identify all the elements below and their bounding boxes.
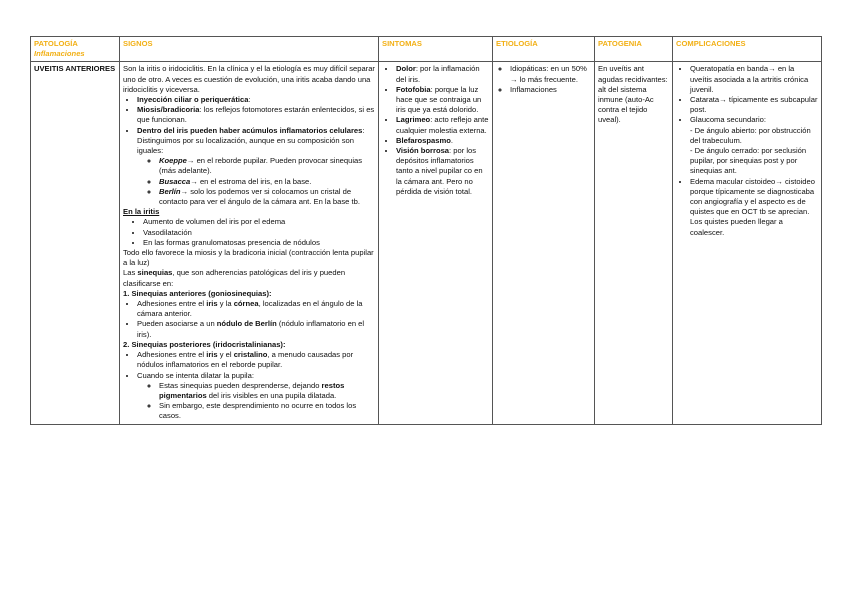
ant-2-a: Pueden asociarse a un xyxy=(137,319,217,329)
header-patologia-sub: Inflamaciones xyxy=(34,49,85,59)
ant-1-a: Adhesiones entre el xyxy=(137,299,207,309)
sintomas-list xyxy=(382,64,489,197)
cell-sintomas xyxy=(379,62,493,424)
header-patologia xyxy=(31,37,120,62)
sinequias-intro xyxy=(123,268,375,288)
list-item xyxy=(396,136,489,146)
dolor-label: Dolor xyxy=(396,64,416,74)
cell-complicaciones xyxy=(673,62,822,424)
blefarospasmo-label: Blefarospasmo xyxy=(396,135,451,145)
list-item xyxy=(137,299,375,319)
complicaciones-list xyxy=(676,64,818,237)
lagrimeo-label: Lagrimeo xyxy=(396,115,431,125)
cell-signos xyxy=(120,62,379,424)
list-item xyxy=(137,371,375,422)
list-item xyxy=(396,146,489,197)
sinequias-posteriores-list xyxy=(123,350,375,421)
sinequias-anteriores-list xyxy=(123,299,375,340)
iritis-list xyxy=(123,217,375,248)
sinequias-anteriores-heading: 1. Sinequias anteriores (goniosinequias): xyxy=(123,288,272,298)
sinequias-bold: sinequias xyxy=(137,268,173,278)
header-patogenia: PATOGENIA xyxy=(595,37,673,62)
koeppe-label: Koeppe xyxy=(159,156,187,166)
list-item xyxy=(159,156,375,176)
etiologia-list xyxy=(496,64,591,95)
list-item xyxy=(690,115,818,176)
koeppe-text: → en el reborde pupilar. Pueden provocar sinequias (más adelante). xyxy=(159,156,363,176)
post-2: Cuando se intenta dilatar la pupila: xyxy=(137,370,254,380)
pathology-table xyxy=(30,36,822,425)
list-item: • Aumento de volumen del iris por el edema xyxy=(143,217,375,227)
ant-1-b: iris xyxy=(206,299,218,309)
berlin-label: Berlín xyxy=(159,186,181,196)
list-item: ◦ Sin embargo, este desprendimiento no ocurre en todos los casos. xyxy=(159,401,375,421)
post-2a-a: Estas sinequias pueden desprenderse, dejando xyxy=(159,380,322,390)
nodules-list xyxy=(137,156,375,207)
signos-b1-bold: Inyección ciliar o periquerática xyxy=(137,95,249,105)
header-complicaciones: COMPLICACIONES xyxy=(673,37,822,62)
post-1-e: , a menudo causadas por nódulos inflamatorios en el reborde pupilar. xyxy=(137,350,354,370)
berlin-text: → solo los podemos ver si colocamos un cristal de contacto para ver el ángulo de la cámara ant. En la base tb. xyxy=(159,186,360,207)
cell-etiologia xyxy=(493,62,595,424)
list-item: • En las formas granulomatosas presencia de nódulos xyxy=(143,238,375,248)
list-item: • Catarata→ típicamente es subcapular post. xyxy=(690,95,818,115)
list-item xyxy=(159,381,375,401)
list-item xyxy=(137,350,375,370)
cell-patogenia: En uveítis ant agudas recidivantes: alt del sistema inmune (auto-Ac contra el tejido uveal). xyxy=(595,62,673,424)
dolor-text: : por la inflamación del iris. xyxy=(396,64,480,84)
list-item xyxy=(137,319,375,339)
signos-b3-rest: : Distinguimos por su localización, aunque en su composición son iguales: xyxy=(137,125,365,156)
fotofobia-label: Fotofobia xyxy=(396,84,431,94)
list-item: ◦ Idiopáticas: en un 50% → lo más frecuente. xyxy=(510,64,591,84)
cell-patologia: UVEITIS ANTERIORES xyxy=(31,62,120,424)
glaucoma-abierto: - De ángulo abierto: por obstrucción del trabeculum. xyxy=(690,125,811,145)
lagrimeo-text: : acto reflejo ante cualquier molestia externa. xyxy=(396,115,489,135)
list-item xyxy=(137,95,375,105)
header-patologia-label: PATOLOGÍA xyxy=(34,39,78,48)
busacca-text: → en el estroma del iris, en la base. xyxy=(190,176,312,186)
blefarospasmo-text: . xyxy=(450,135,453,145)
glaucoma-title: • Glaucoma secundario: xyxy=(690,115,766,125)
list-item xyxy=(137,105,375,125)
ant-1-c: y la xyxy=(217,299,234,309)
fotofobia-text: : porque la luz hace que se contraiga un iris que ya está dolorido. xyxy=(396,84,482,115)
post-1-c: y el xyxy=(217,350,234,360)
list-item xyxy=(137,126,375,208)
list-item: • Edema macular cistoideo→ cistoideo porque típicamente se diagnosticaba con angiografía y el aspecto es de quistes que en OCT tb se aprecian. Los quistes pueden llegar a coalescer. xyxy=(690,177,818,238)
ant-1-d: córnea xyxy=(233,299,259,309)
list-item xyxy=(396,85,489,116)
glaucoma-cerrado: - De ángulo cerrado: por seclusión pupilar, por sinequias post y por sinequias ant. xyxy=(690,146,807,176)
post-1-d: cristalino xyxy=(233,350,268,360)
post-2a-c: del iris visibles en una pupila dilatada. xyxy=(206,390,337,400)
iritis-heading: En la iritis xyxy=(123,207,160,217)
vision-label: Visión borrosa xyxy=(396,146,450,156)
list-item: ◦ Inflamaciones xyxy=(510,85,591,95)
signos-intro: Son la iritis o iridociclitis. En la clínica y el la etiología es muy difícil separar uno de otro. A veces es cuestión de evolución, una iritis acaba dando una iridociclitis y viceversa. xyxy=(123,64,375,94)
header-row xyxy=(31,37,822,62)
ant-1-e: , localizadas en el ángulo de la cámara anterior. xyxy=(137,299,363,319)
header-sintomas: SINTOMAS xyxy=(379,37,493,62)
table-row xyxy=(31,62,822,424)
signos-b2-bold: Miosis/bradicoria xyxy=(137,105,200,115)
signos-list xyxy=(123,95,375,207)
list-item: • Vasodilatación xyxy=(143,228,375,238)
post-1-a: Adhesiones entre el xyxy=(137,350,207,360)
list-item xyxy=(159,187,375,207)
header-signos: SIGNOS xyxy=(120,37,379,62)
list-item: • Queratopatía en banda→ en la uveítis asociada a la artritis crónica juvenil. xyxy=(690,64,818,95)
sinequias-pre: Las xyxy=(123,268,138,278)
sinequias-rest: , que son adherencias patológicas del iris y pueden clasificarse en: xyxy=(123,268,346,288)
signos-b1-rest: : xyxy=(248,95,251,105)
sinequias-posteriores-heading: 2. Sinequias posteriores (iridocristalinianas): xyxy=(123,339,286,349)
favorece-text: Todo ello favorece la miosis y la bradicoria inicial (contracción lenta pupilar a la luz) xyxy=(123,248,374,268)
list-item xyxy=(396,115,489,135)
post-2a-b: restos pigmentarios xyxy=(159,380,345,400)
header-etiologia: ETIOLOGÍA xyxy=(493,37,595,62)
list-item xyxy=(159,177,375,187)
signos-b3-bold: Dentro del iris pueden haber acúmulos inflamatorios celulares xyxy=(137,125,363,135)
busacca-label: Busacca xyxy=(159,176,191,186)
signos-b2-rest: : los reflejos fotomotores estarán enlentecidos, si es que funcionan. xyxy=(137,105,375,125)
ant-2-b: nódulo de Berlín xyxy=(216,319,277,329)
post-1-b: iris xyxy=(206,350,218,360)
dilatar-list xyxy=(137,381,375,422)
list-item xyxy=(396,64,489,84)
ant-2-c: (nódulo inflamatorio en el iris). xyxy=(137,319,365,339)
vision-text: : por los depósitos inflamatorios tanto a nivel pupilar co en la cámara ant. Pero no pérdida de visión total. xyxy=(396,146,483,196)
